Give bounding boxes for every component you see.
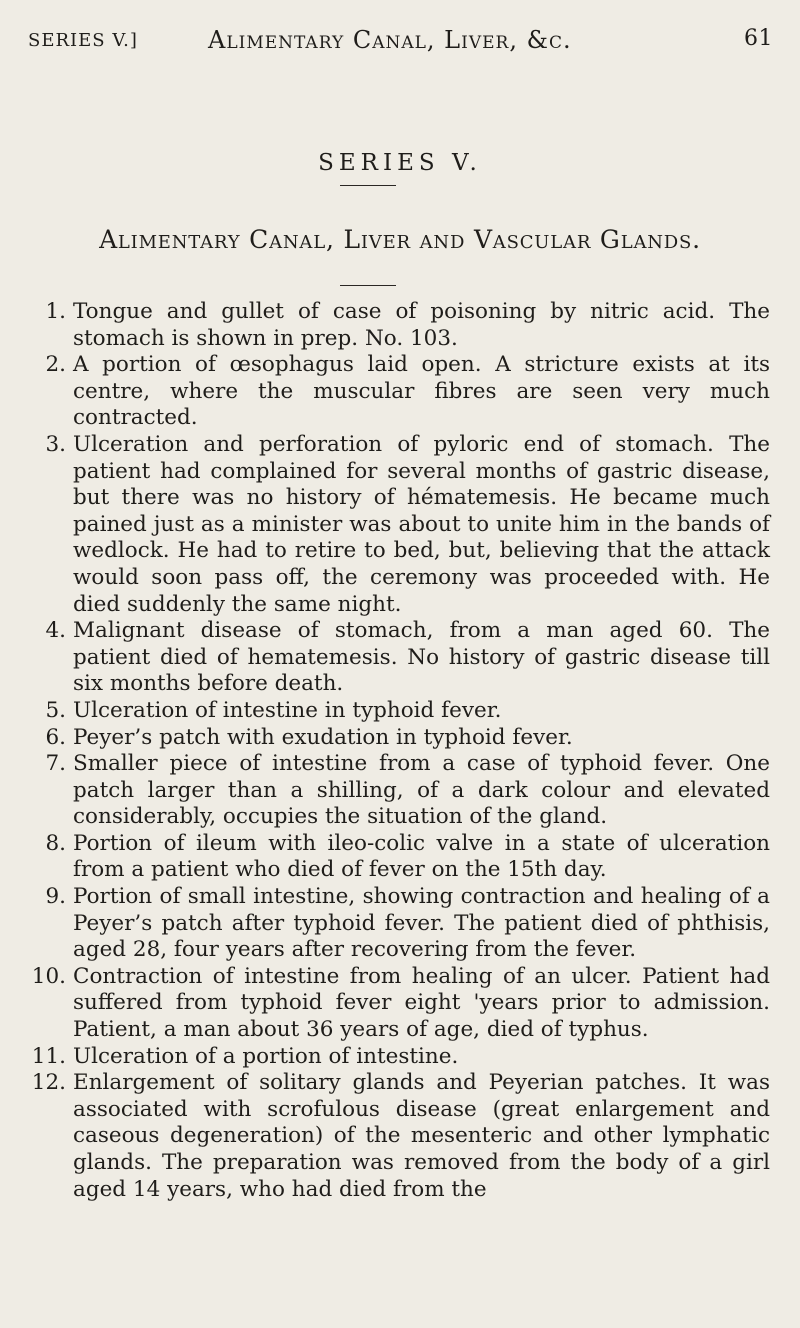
entry-number: 6. <box>45 724 66 750</box>
entry-text: Smaller piece of intestine from a case of typhoid fever. One patch larger than a shilling, of a dark colour and elevated considerably, occupies the situation of the gland. <box>73 751 770 830</box>
entry-text: Peyer’s patch with exudation in typhoid fever. <box>73 724 573 750</box>
catalogue-entries <box>28 299 770 1203</box>
catalogue-entry <box>28 352 770 432</box>
divider-rule <box>340 285 396 286</box>
page-number: 61 <box>744 26 773 51</box>
entry-number: 8. <box>45 830 66 856</box>
entry-number: 1. <box>45 299 66 324</box>
entry-text: Malignant disease of stomach, from a man aged 60. The patient died of hematemesis. No history of gastric disease till six months before death. <box>73 618 770 697</box>
catalogue-entry <box>28 725 770 752</box>
entry-number: 9. <box>45 884 66 910</box>
entry-number: 4. <box>45 618 66 644</box>
entry-number: 7. <box>45 751 66 777</box>
entry-text: A portion of œsophagus laid open. A stricture exists at its centre, where the muscular fibres are seen very much contracted. <box>73 352 770 431</box>
entry-number: 11. <box>31 1043 66 1069</box>
catalogue-entry <box>28 1070 770 1203</box>
catalogue-entry <box>28 299 770 352</box>
catalogue-entry <box>28 1044 770 1071</box>
section-title: Alimentary Canal, Liver and Vascular Glands. <box>99 225 701 254</box>
entry-number: 5. <box>45 697 66 723</box>
catalogue-entry <box>28 964 770 1044</box>
entry-text: Contraction of intestine from healing of an ulcer. Patient had suffered from typhoid fever eight 'years prior to admission. Patient, a man about 36 years of age, died of typhus. <box>73 963 770 1043</box>
catalogue-entry <box>28 831 770 884</box>
catalogue-entry <box>28 618 770 698</box>
catalogue-entry <box>28 432 770 618</box>
entry-number: 3. <box>45 431 66 457</box>
catalogue-entry <box>28 698 770 725</box>
series-title: SERIES V. <box>318 150 482 176</box>
entry-number: 10. <box>31 963 66 989</box>
running-head-title: Alimentary Canal, Liver, &c. <box>208 26 572 54</box>
entry-number: 2. <box>45 352 66 378</box>
entry-text: Portion of small intestine, showing contraction and healing of a Peyer’s patch after typhoid fever. The patient died of phthisis, aged 28, four years after recovering from the fever. <box>73 884 770 963</box>
entry-text: Portion of ileum with ileo-colic valve in a state of ulceration from a patient who died of fever on the 15th day. <box>73 830 770 883</box>
entry-text: Ulceration of a portion of intestine. <box>73 1043 459 1069</box>
entry-text: Tongue and gullet of case of poisoning by nitric acid. The stomach is shown in prep. No. 103. <box>73 299 770 351</box>
catalogue-entry <box>28 884 770 964</box>
entry-text: Enlargement of solitary glands and Peyerian patches. It was associated with scrofulous disease (great enlargement and caseous degeneration) of the mesenteric and other lymphatic glands. The preparation was removed from the body of a girl aged 14 years, who had died from the <box>73 1070 770 1202</box>
entry-text: Ulceration of intestine in typhoid fever. <box>73 697 502 723</box>
divider-rule <box>340 185 396 186</box>
catalogue-entry <box>28 751 770 831</box>
running-head <box>28 26 773 66</box>
entry-number: 12. <box>31 1070 66 1096</box>
entry-text: Ulceration and perforation of pyloric end of stomach. The patient had complained for several months of gastric disease, but there was no history of hématemesis. He became much pained just as a minister was about to unite him in the bands of wedlock. He had to retire to bed, but, believing that the attack would soon pass off, the ceremony was proceeded with. He died suddenly the same night. <box>73 431 770 617</box>
running-head-series: SERIES V.] <box>28 30 138 51</box>
